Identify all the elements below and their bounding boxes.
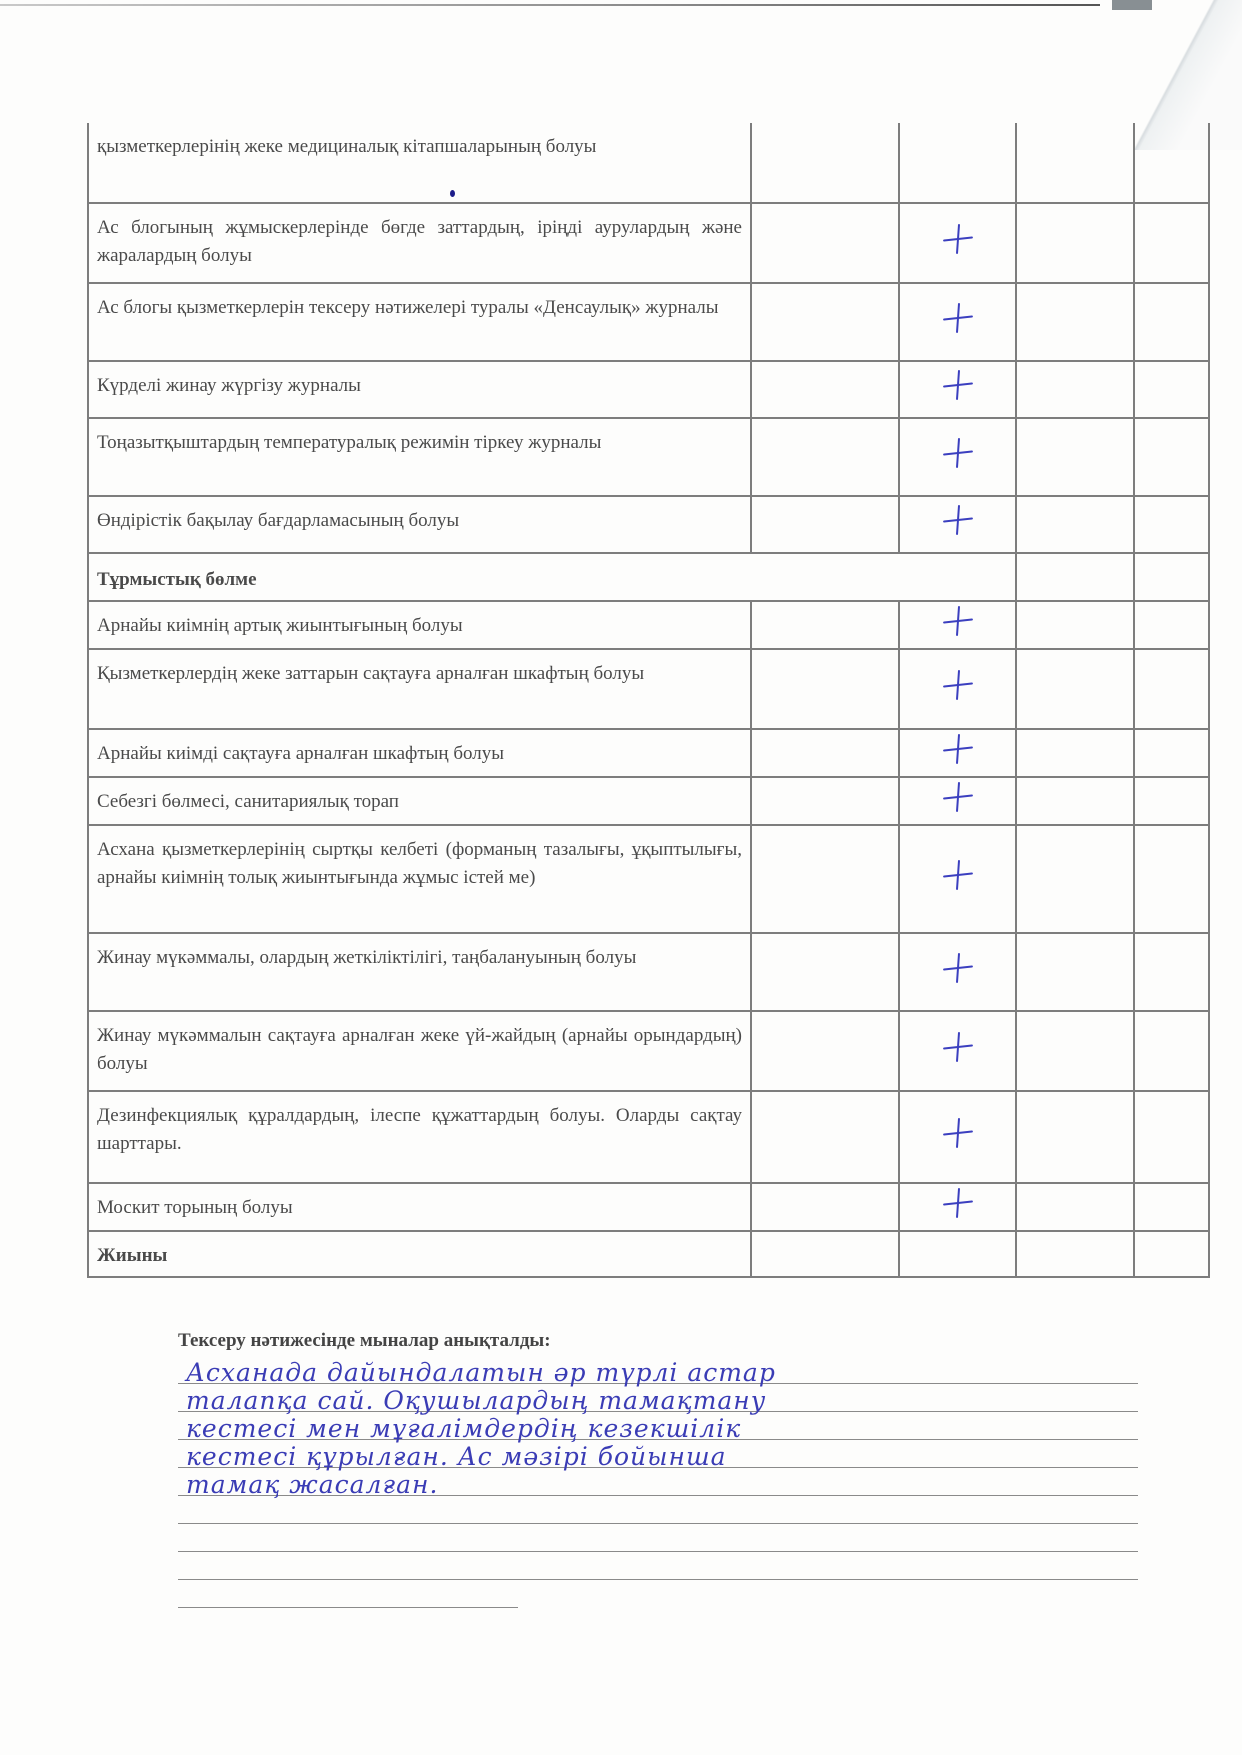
- item-description: Арнайы киімнің артық жиынтығының болуы: [88, 601, 751, 649]
- inspection-checklist-table: [87, 123, 1210, 1278]
- ruled-line: [178, 1468, 1138, 1499]
- item-description: Қызметкерлердің жеке заттарын сақтауға арналған шкафтың болуы: [88, 649, 751, 729]
- mark-cell-col-2[interactable]: [751, 649, 899, 729]
- ruled-line: [178, 1524, 1138, 1552]
- handwritten-text: Асханада дайындалатын әр түрлі астар: [186, 1358, 776, 1387]
- mark-cell-col-5[interactable]: [1134, 418, 1209, 496]
- mark-cell-col-2[interactable]: [751, 283, 899, 361]
- checklist-row: [88, 361, 1209, 418]
- handwritten-text: кестесі мен мұғалімдердің кезекшілік: [186, 1414, 742, 1443]
- handwritten-text: кестесі құрылған. Ас мәзірі бойынша: [186, 1442, 727, 1471]
- mark-cell-col-5[interactable]: [1134, 933, 1209, 1011]
- checklist-row: [88, 729, 1209, 777]
- mark-cell-col-4[interactable]: [1016, 203, 1134, 283]
- item-description: Дезинфекциялық құралдардың, ілеспе құжаттардың болуы. Оларды сақтау шарттары.: [88, 1091, 751, 1183]
- checklist-row: [88, 933, 1209, 1011]
- mark-cell-col-2[interactable]: [751, 777, 899, 825]
- mark-cell-col-2[interactable]: [751, 933, 899, 1011]
- mark-cell-col-4[interactable]: [1016, 777, 1134, 825]
- mark-cell-col-3[interactable]: [899, 825, 1016, 933]
- mark-cell-col-2[interactable]: [751, 1091, 899, 1183]
- checklist-row: [88, 777, 1209, 825]
- handwritten-plus-mark: [941, 1186, 975, 1220]
- mark-cell-col-2[interactable]: [751, 1011, 899, 1091]
- item-description: Тоңазытқыштардың температуралық режимін тіркеу журналы: [88, 418, 751, 496]
- mark-cell-col-5[interactable]: [1134, 1231, 1209, 1277]
- checklist-row: [88, 1091, 1209, 1183]
- mark-cell-col-3[interactable]: [899, 203, 1016, 283]
- mark-cell-col-4[interactable]: [1016, 729, 1134, 777]
- mark-cell-col-4[interactable]: [1016, 418, 1134, 496]
- mark-cell-col-5[interactable]: [1134, 601, 1209, 649]
- total-row: [88, 1231, 1209, 1277]
- mark-cell-col-5[interactable]: [1134, 1091, 1209, 1183]
- scan-shadow: [1112, 0, 1152, 10]
- mark-cell-col-3[interactable]: [899, 777, 1016, 825]
- mark-cell-col-2[interactable]: [751, 825, 899, 933]
- mark-cell-col-2[interactable]: [1016, 553, 1134, 601]
- mark-cell-col-3[interactable]: [899, 1011, 1016, 1091]
- ink-dot: [450, 190, 455, 197]
- handwritten-plus-mark: [941, 222, 975, 256]
- mark-cell-col-4[interactable]: [1016, 1231, 1134, 1277]
- checklist-row: [88, 123, 1209, 203]
- item-description: Ас блогының жұмыскерлерінде бөгде заттардың, іріңді аурулардың және жаралардың болуы: [88, 203, 751, 283]
- mark-cell-col-3[interactable]: [899, 1091, 1016, 1183]
- checklist-row: [88, 283, 1209, 361]
- mark-cell-col-5[interactable]: [1134, 1183, 1209, 1231]
- handwritten-plus-mark: [941, 951, 975, 985]
- item-description: Москит торының болуы: [88, 1183, 751, 1231]
- mark-cell-col-2[interactable]: [751, 418, 899, 496]
- mark-cell-col-5[interactable]: [1134, 777, 1209, 825]
- mark-cell-col-2[interactable]: [751, 203, 899, 283]
- checklist-row: [88, 601, 1209, 649]
- mark-cell-col-4[interactable]: [1016, 601, 1134, 649]
- mark-cell-col-3[interactable]: [899, 1231, 1016, 1277]
- handwritten-text: талапқа сай. Оқушылардың тамақтану: [186, 1386, 767, 1415]
- item-description: Себезгі бөлмесі, санитариялық торап: [88, 777, 751, 825]
- mark-cell-col-5[interactable]: [1134, 496, 1209, 553]
- mark-cell-col-5[interactable]: [1134, 361, 1209, 418]
- handwritten-plus-mark: [941, 668, 975, 702]
- item-description: Жиыны: [88, 1231, 751, 1277]
- mark-cell-col-2[interactable]: [751, 1183, 899, 1231]
- mark-cell-col-3[interactable]: [899, 496, 1016, 553]
- handwritten-plus-mark: [941, 604, 975, 638]
- findings-title: Тексеру нәтижесінде мыналар анықталды:: [178, 1330, 551, 1351]
- mark-cell-col-4[interactable]: [1016, 123, 1134, 203]
- handwritten-plus-mark: [941, 858, 975, 892]
- scan-edge: [0, 4, 1100, 6]
- mark-cell-col-3[interactable]: [899, 361, 1016, 418]
- mark-cell-col-5[interactable]: [1134, 283, 1209, 361]
- mark-cell-col-5[interactable]: [1134, 123, 1209, 203]
- mark-cell-col-3[interactable]: [899, 729, 1016, 777]
- ruled-line: [178, 1440, 1138, 1471]
- mark-cell-col-5[interactable]: [1134, 729, 1209, 777]
- mark-cell-col-3[interactable]: [899, 933, 1016, 1011]
- item-description: қызметкерлерінің жеке медициналық кітапшаларының болуы: [88, 123, 751, 203]
- ruled-line: [178, 1384, 1138, 1415]
- mark-cell-col-4[interactable]: [1016, 825, 1134, 933]
- mark-cell-col-5[interactable]: [1134, 203, 1209, 283]
- findings-section: [178, 1330, 1138, 1608]
- mark-cell-col-2[interactable]: [751, 601, 899, 649]
- mark-cell-col-4[interactable]: [1016, 283, 1134, 361]
- mark-cell-col-3[interactable]: [1134, 553, 1209, 601]
- mark-cell-col-4[interactable]: [1016, 1011, 1134, 1091]
- mark-cell-col-3[interactable]: [899, 1183, 1016, 1231]
- mark-cell-col-5[interactable]: [1134, 649, 1209, 729]
- ruled-line: [178, 1412, 1138, 1443]
- section-title: Тұрмыстық бөлме: [88, 553, 1016, 601]
- handwritten-plus-mark: [941, 780, 975, 814]
- mark-cell-col-3[interactable]: [899, 649, 1016, 729]
- mark-cell-col-4[interactable]: [1016, 1091, 1134, 1183]
- mark-cell-col-5[interactable]: [1134, 1011, 1209, 1091]
- findings-lines: [178, 1356, 1138, 1608]
- item-description: Жинау мүкәммалын сақтауға арналған жеке үй-жайдың (арнайы орындардың) болуы: [88, 1011, 751, 1091]
- mark-cell-col-3[interactable]: [899, 601, 1016, 649]
- checklist-row: [88, 496, 1209, 553]
- checklist-row: [88, 1183, 1209, 1231]
- checklist-row: [88, 825, 1209, 933]
- handwritten-text: тамақ жасалған.: [186, 1470, 439, 1499]
- mark-cell-col-2[interactable]: [751, 496, 899, 553]
- handwritten-plus-mark: [941, 1116, 975, 1150]
- checklist-row: [88, 649, 1209, 729]
- mark-cell-col-4[interactable]: [1016, 361, 1134, 418]
- checklist-row: [88, 418, 1209, 496]
- handwritten-plus-mark: [941, 503, 975, 537]
- handwritten-plus-mark: [941, 1030, 975, 1064]
- item-description: Ас блогы қызметкерлерін тексеру нәтижелері туралы «Денсаулық» журналы: [88, 283, 751, 361]
- mark-cell-col-2[interactable]: [751, 361, 899, 418]
- ruled-line: [178, 1552, 1138, 1580]
- mark-cell-col-5[interactable]: [1134, 825, 1209, 933]
- handwritten-plus-mark: [941, 732, 975, 766]
- mark-cell-col-2[interactable]: [751, 729, 899, 777]
- mark-cell-col-3[interactable]: [899, 123, 1016, 203]
- item-description: Күрделі жинау жүргізу журналы: [88, 361, 751, 418]
- mark-cell-col-3[interactable]: [899, 418, 1016, 496]
- item-description: Арнайы киімді сақтауға арналған шкафтың болуы: [88, 729, 751, 777]
- mark-cell-col-4[interactable]: [1016, 649, 1134, 729]
- mark-cell-col-3[interactable]: [899, 283, 1016, 361]
- ruled-line: [178, 1496, 1138, 1524]
- ruled-line: [178, 1356, 1138, 1387]
- item-description: Өндірістік бақылау бағдарламасының болуы: [88, 496, 751, 553]
- mark-cell-col-2[interactable]: [751, 1231, 899, 1277]
- handwritten-plus-mark: [941, 368, 975, 402]
- checklist-row: [88, 203, 1209, 283]
- handwritten-plus-mark: [941, 436, 975, 470]
- handwritten-plus-mark: [941, 301, 975, 335]
- mark-cell-col-2[interactable]: [751, 123, 899, 203]
- section-row: [88, 553, 1209, 601]
- ruled-line: [178, 1580, 518, 1608]
- mark-cell-col-4[interactable]: [1016, 1183, 1134, 1231]
- mark-cell-col-4[interactable]: [1016, 496, 1134, 553]
- item-description: Жинау мүкәммалы, олардың жеткіліктілігі, таңбалануының болуы: [88, 933, 751, 1011]
- checklist-row: [88, 1011, 1209, 1091]
- mark-cell-col-4[interactable]: [1016, 933, 1134, 1011]
- item-description: Асхана қызметкерлерінің сыртқы келбеті (форманың тазалығы, ұқыптылығы, арнайы киімнің толық жиынтығында жұмыс істей ме): [88, 825, 751, 933]
